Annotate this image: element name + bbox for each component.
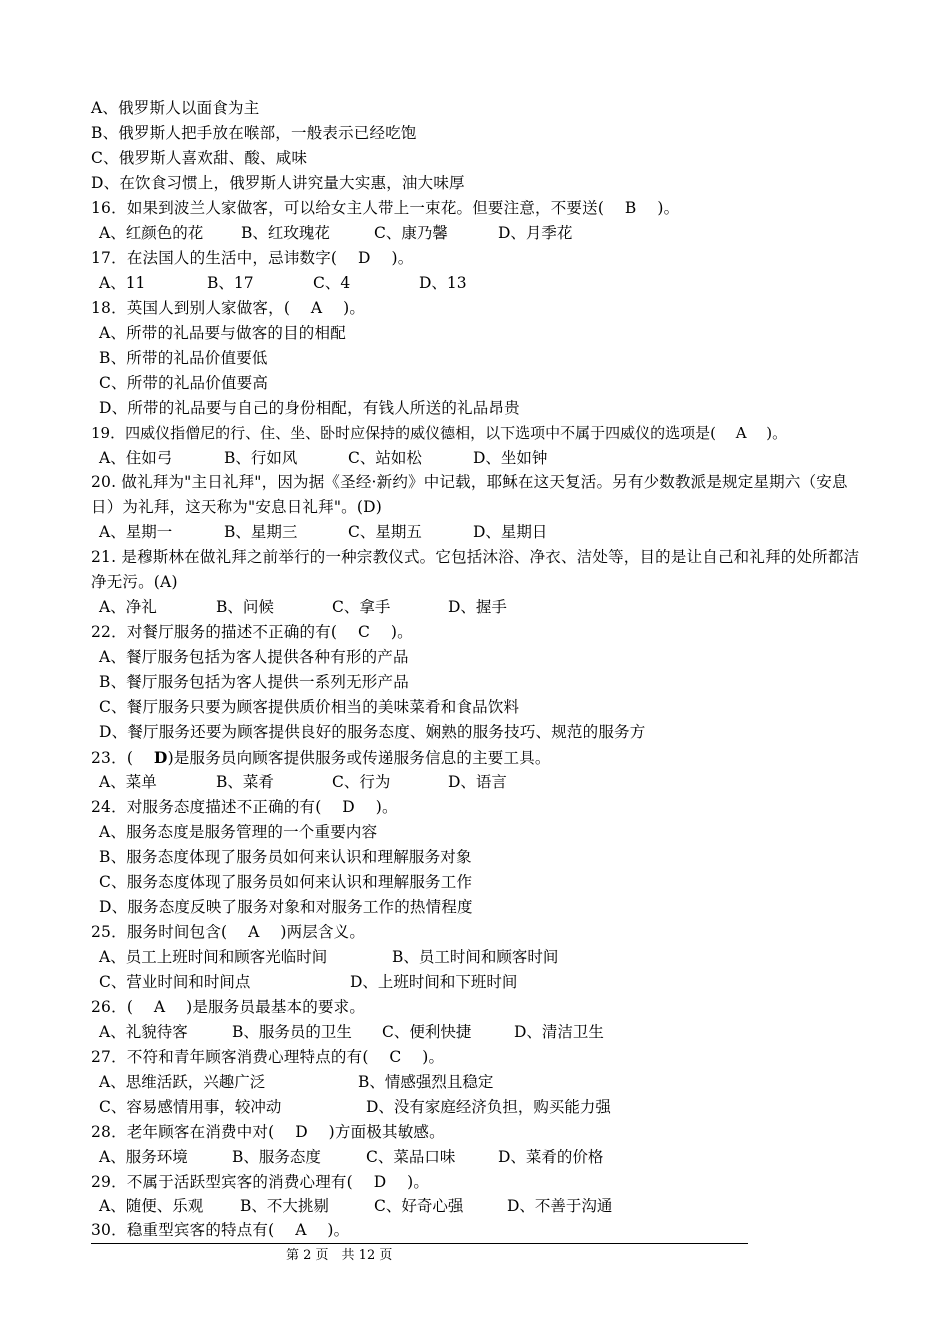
option-d: D、清洁卫生: [514, 1023, 604, 1041]
option-a: A、礼貌待客: [99, 1023, 188, 1041]
question-29: 29．不属于活跃型宾客的消费心理有( D )。: [91, 1173, 430, 1191]
option-line: D、在饮食习惯上，俄罗斯人讲究量大实惠，油大味厚: [91, 174, 465, 192]
option-a: A、随便、乐观: [99, 1197, 204, 1215]
question-28: 28．老年顾客在消费中对( D )方面极其敏感。: [91, 1123, 445, 1141]
option-c: C、容易感情用事，较冲动: [99, 1098, 282, 1116]
option-b: B、情感强烈且稳定: [358, 1073, 494, 1091]
question-25: 25．服务时间包含( A )两层含义。: [91, 923, 366, 941]
option-a: A、净礼: [99, 598, 157, 616]
option-d: D、服务态度反映了服务对象和对服务工作的热情程度: [99, 898, 473, 916]
option-b: B、菜肴: [216, 773, 274, 791]
option-d: D、不善于沟通: [507, 1197, 613, 1215]
option-b: B、服务员的卫生: [232, 1023, 352, 1041]
answer-letter: D: [153, 748, 168, 767]
question-26: 26．( A )是服务员最基本的要求。: [91, 998, 366, 1016]
option-line: B、俄罗斯人把手放在喉部，一般表示已经吃饱: [91, 124, 417, 142]
option-b: B、行如风: [224, 449, 298, 467]
option-b: B、所带的礼品价值要低: [99, 349, 268, 367]
option-a: A、星期一: [99, 523, 173, 541]
question-30: 30．稳重型宾客的特点有( A )。: [91, 1221, 350, 1239]
question-18: 18．英国人到别人家做客，( A )。: [91, 299, 366, 317]
option-a: A、住如弓: [99, 449, 173, 467]
option-d: D、握手: [448, 598, 507, 616]
option-a: A、红颜色的花: [99, 224, 204, 242]
option-a: A、餐厅服务包括为客人提供各种有形的产品: [99, 648, 409, 666]
option-c: C、营业时间和时间点: [99, 973, 251, 991]
option-b: B、星期三: [224, 523, 298, 541]
option-b: B、餐厅服务包括为客人提供一系列无形产品: [99, 673, 409, 691]
footer-rule: [91, 1243, 748, 1244]
option-a: A、服务环境: [99, 1148, 188, 1166]
question-23: [91, 745, 871, 771]
option-b: B、服务态度: [232, 1148, 321, 1166]
question-21: 21. 是穆斯林在做礼拜之前举行的一种宗教仪式。它包括沐浴、净衣、洁处等，目的是让自己和礼拜的处所都洁净无污。(A): [91, 548, 860, 591]
option-c: C、站如松: [348, 449, 422, 467]
option-a: A、思维活跃，兴趣广泛: [99, 1073, 266, 1091]
option-d: D、餐厅服务还要为顾客提供良好的服务态度、娴熟的服务技巧、规范的服务方: [99, 723, 646, 741]
option-line: C、俄罗斯人喜欢甜、酸、咸味: [91, 149, 308, 167]
option-d: D、星期日: [473, 523, 548, 541]
option-c: C、行为: [332, 773, 391, 791]
question-text: )是服务员向顾客提供服务或传递服务信息的主要工具。: [167, 749, 551, 767]
option-c: C、星期五: [348, 523, 422, 541]
question-22: 22．对餐厅服务的描述不正确的有( C )。: [91, 623, 413, 641]
question-27: 27．不符和青年顾客消费心理特点的有( C )。: [91, 1048, 445, 1066]
option-c: C、便利快捷: [382, 1023, 472, 1041]
option-d: D、没有家庭经济负担，购买能力强: [366, 1098, 611, 1116]
question-17: 17．在法国人的生活中，忌讳数字( D )。: [91, 249, 414, 267]
question-20: 20. 做礼拜为"主日礼拜"，因为据《圣经·新约》中记载，耶稣在这天复活。另有少数教派是规定星期六（安息日）为礼拜，这天称为"安息日礼拜"。(D): [91, 473, 848, 516]
option-d: D、月季花: [498, 224, 573, 242]
question-24: 24．对服务态度描述不正确的有( D )。: [91, 798, 398, 816]
option-c: C、4: [313, 274, 351, 292]
option-b: B、服务态度体现了服务员如何来认识和理解服务对象: [99, 848, 472, 866]
option-d: D、坐如钟: [473, 449, 548, 467]
option-d: D、13: [419, 274, 467, 292]
question-16: 16．如果到波兰人家做客，可以给女主人带上一束花。但要注意，不要送( B )。: [91, 199, 680, 217]
option-b: B、不大挑剔: [240, 1197, 329, 1215]
option-c: C、好奇心强: [374, 1197, 464, 1215]
option-b: B、问候: [216, 598, 274, 616]
option-d: D、上班时间和下班时间: [350, 973, 518, 991]
option-d: D、所带的礼品要与自己的身份相配，有钱人所送的礼品昂贵: [99, 399, 520, 417]
option-c: C、餐厅服务只要为顾客提供质价相当的美味菜肴和食品饮料: [99, 698, 520, 716]
option-a: A、11: [99, 274, 146, 292]
option-a: A、员工上班时间和顾客光临时间: [99, 948, 328, 966]
option-b: B、17: [207, 274, 254, 292]
option-a: A、菜单: [99, 773, 157, 791]
option-c: C、拿手: [332, 598, 391, 616]
option-b: B、员工时间和顾客时间: [392, 948, 559, 966]
option-c: C、康乃馨: [374, 224, 448, 242]
option-a: A、所带的礼品要与做客的目的相配: [99, 324, 346, 342]
option-d: D、语言: [448, 773, 507, 791]
option-d: D、菜肴的价格: [498, 1148, 604, 1166]
page-number: 第 2 页 共 12 页: [286, 1248, 393, 1263]
option-line: A、俄罗斯人以面食为主: [91, 99, 260, 117]
option-b: B、红玫瑰花: [241, 224, 330, 242]
option-a: A、服务态度是服务管理的一个重要内容: [99, 823, 378, 841]
question-text: 23．(: [91, 749, 154, 767]
option-c: C、服务态度体现了服务员如何来认识和理解服务工作: [99, 873, 473, 891]
option-c: C、菜品口味: [366, 1148, 456, 1166]
option-c: C、所带的礼品价值要高: [99, 374, 269, 392]
question-19: 19．四威仪指僧尼的行、住、坐、卧时应保持的威仪德相，以下选项中不属于四威仪的选项是( A )。: [91, 424, 788, 442]
